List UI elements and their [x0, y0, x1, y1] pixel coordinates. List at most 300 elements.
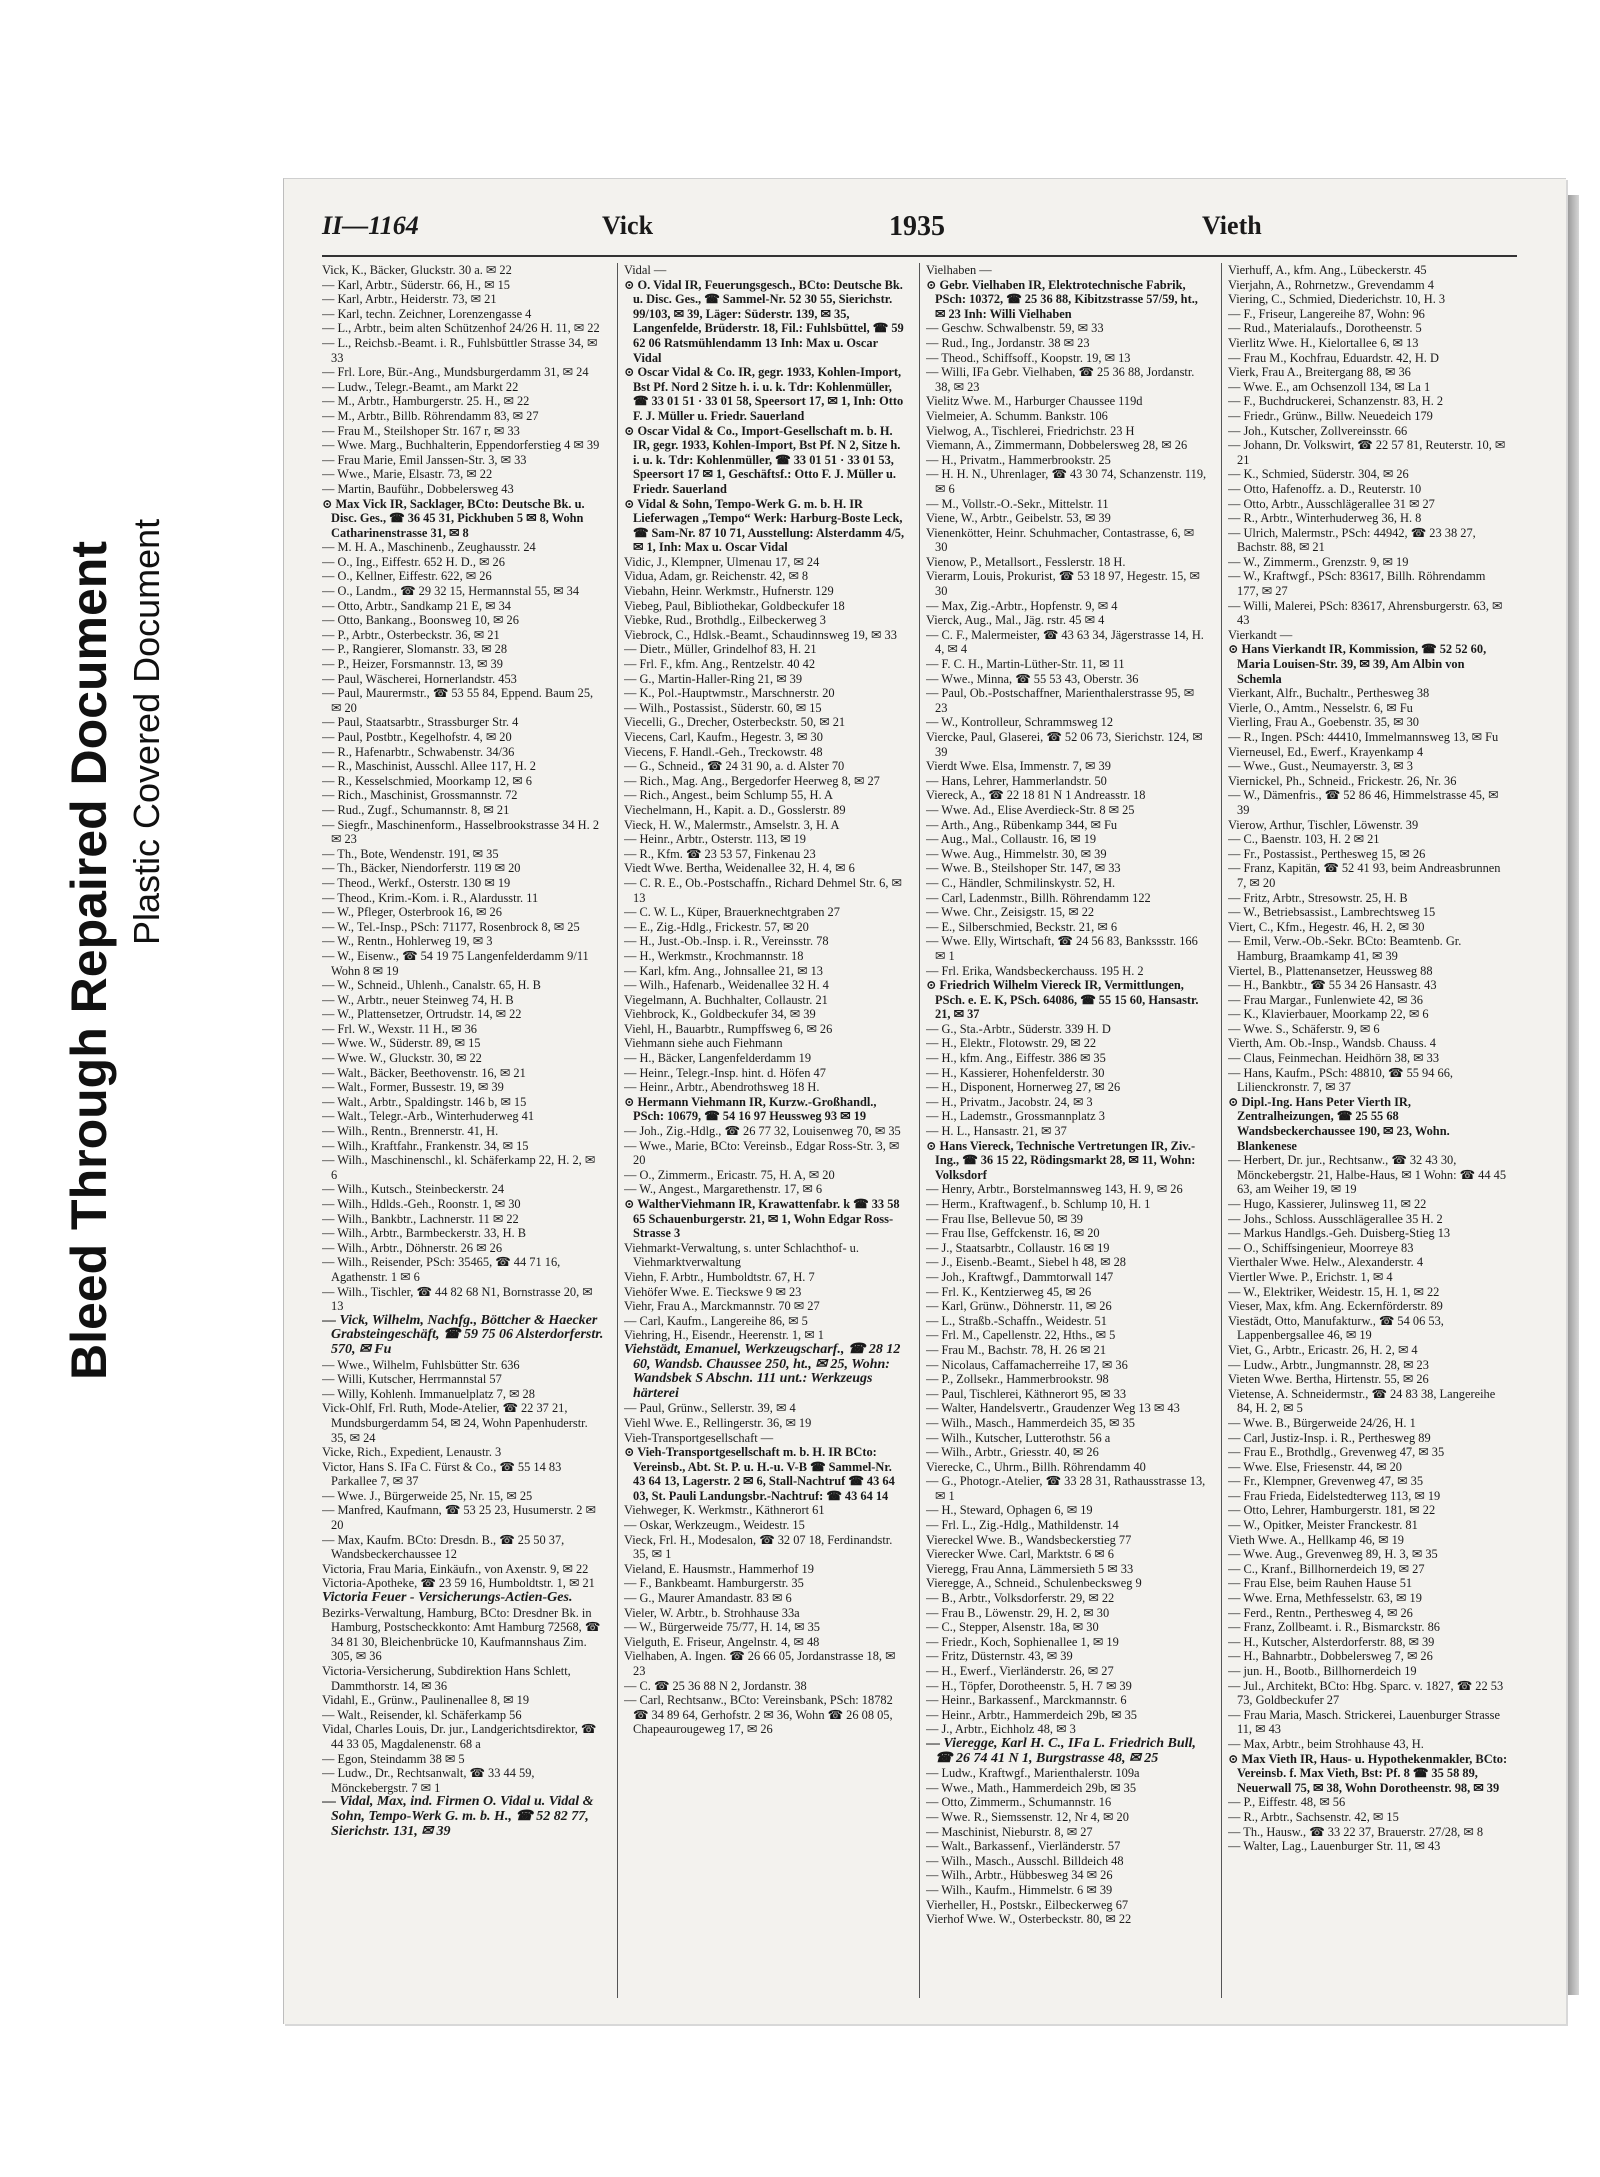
directory-entry: — Wwe. Aug., Himmelstr. 30, ✉ 39: [926, 846, 1107, 861]
directory-entry: — O., Zimmerm., Ericastr. 75, H. A, ✉ 20: [624, 1167, 835, 1182]
directory-entry: — Carl, Justiz-Insp. i. R., Perthesweg 89: [1228, 1430, 1431, 1445]
directory-entry: Viestädt, Otto, Manufakturw., ☎ 54 06 53, Lappenbergsallee 46, ✉ 19: [1228, 1313, 1444, 1343]
directory-entry: Vielmeier, A. Schumm. Bankstr. 106: [926, 408, 1108, 423]
directory-entry: — O., Kellner, Eiffestr. 622, ✉ 26: [322, 569, 492, 584]
directory-entry: Vicke, Rich., Expedient, Lenaustr. 3: [322, 1445, 502, 1460]
directory-entry: — Willi, Malerei, PSch: 83617, Ahrensburgerstr. 63, ✉ 43: [1228, 598, 1503, 628]
directory-entry: — H., Just.-Ob.-Insp. i. R., Vereinsstr. 78: [624, 934, 829, 949]
entry-columns: [322, 263, 1522, 2003]
directory-entry: Viering, C., Schmied, Diederichstr. 10, H. 3: [1228, 292, 1446, 307]
directory-entry: Viehweger, K. Werkmstr., Käthnerort 61: [624, 1503, 825, 1518]
directory-entry: — Wilh., Arbtr., Hübbesweg 34 ✉ 26: [926, 1868, 1113, 1883]
directory-entry: — Wwe., Math., Hammerdeich 29b, ✉ 35: [926, 1780, 1137, 1795]
directory-entry: — W., Arbtr., neuer Steinweg 74, H. B: [322, 992, 514, 1007]
directory-entry: Vienenkötter, Heinr. Schuhmacher, Contastrasse, 6, ✉ 30: [926, 525, 1195, 555]
directory-entry: — Carl, Ladenmstr., Billh. Röhrendamm 122: [926, 890, 1151, 905]
directory-entry: Vierhuff, A., kfm. Ang., Lübeckerstr. 45: [1228, 263, 1427, 277]
directory-entry: — C. ☎ 25 36 88 N 2, Jordanstr. 38: [624, 1678, 807, 1693]
directory-entry: — P., Arbtr., Osterbeckstr. 36, ✉ 21: [322, 627, 500, 642]
directory-entry: — Hans, Kaufm., PSch: 48810, ☎ 55 94 66, Lilienckronstr. 7, ✉ 37: [1228, 1065, 1454, 1095]
directory-entry: Vierecker Wwe. Carl, Marktstr. 6 ✉ 6: [926, 1547, 1114, 1562]
directory-entry: Victor, Hans S. IFa C. Fürst & Co., ☎ 55 14 83 Parkallee 7, ✉ 37: [322, 1459, 562, 1489]
directory-entry: — R., Kesselschmied, Moorkamp 12, ✉ 6: [322, 773, 532, 788]
directory-entry: — Wwe. B., Steilshoper Str. 147, ✉ 33: [926, 861, 1121, 876]
directory-entry: — Johann, Dr. Volkswirt, ☎ 22 57 81, Reuterstr. 10, ✉ 21: [1228, 438, 1506, 467]
directory-entry: Viehr, Frau A., Marckmannstr. 70 ✉ 27: [624, 1299, 820, 1314]
directory-entry: — Otto, Zimmerm., Schumannstr. 16: [926, 1795, 1112, 1810]
directory-entry: — Wilh., Kaufm., Himmelstr. 6 ✉ 39: [926, 1882, 1113, 1897]
directory-entry: — Hans, Lehrer, Hammerlandstr. 50: [926, 773, 1107, 788]
directory-entry: — Paul, Maurermstr., ☎ 53 55 84, Eppend. Baum 25, ✉ 20: [322, 686, 594, 715]
directory-entry: — Frau M., Kochfrau, Eduardstr. 42, H. D: [1228, 350, 1439, 365]
directory-entry: — Paul, Staatsarbtr., Strassburger Str. 4: [322, 715, 519, 730]
directory-entry: — Frl. L., Zig.-Hdlg., Mathildenstr. 14: [926, 1518, 1119, 1533]
directory-entry: — Franz, Zollbeamt. i. R., Bismarckstr. 86: [1228, 1620, 1440, 1635]
directory-entry: — Herm., Kraftwagenf., b. Schlump 10, H. 1: [926, 1197, 1151, 1211]
directory-entry: — Friedr., Grünw., Billw. Neuedeich 179: [1228, 408, 1433, 423]
directory-entry: Viehstädt, Emanuel, Werkzeugscharf., ☎ 28 12 60, Wandsb. Chaussee 250, ht., ✉ 25, Wohn: Wandsbek S Abschn. 111 unt.: Werkzeugs härterei: [624, 1341, 901, 1401]
directory-entry: ⊙ Hermann Viehmann IR, Kurzw.-Großhandl., PSch: 10679, ☎ 54 16 97 Heussweg 93 ✉ 19: [624, 1094, 877, 1124]
directory-entry: — Dietr., Müller, Grindelhof 83, H. 21: [624, 642, 817, 657]
directory-entry: — Wilh., Tischler, ☎ 44 82 68 N1, Bornstrasse 20, ✉ 13: [322, 1284, 593, 1314]
directory-entry: Viehring, H., Eisendr., Heerenstr. 1, ✉ 1: [624, 1328, 824, 1343]
directory-entry: — Walter, Lag., Lauenburger Str. 11, ✉ 43: [1228, 1839, 1441, 1854]
directory-entry: — Ferd., Rentn., Perthesweg 4, ✉ 26: [1228, 1605, 1413, 1620]
directory-entry: — C., Stepper, Alsenstr. 18a, ✉ 30: [926, 1620, 1099, 1635]
directory-entry: — Wwe. E., am Ochsenzoll 134, ✉ La 1: [1228, 379, 1431, 394]
directory-entry: Vierck, Aug., Mal., Jäg. rstr. 45 ✉ 4: [926, 613, 1105, 628]
directory-entry: Victoria Feuer - Versicherungs-Actien-Ges.: [322, 1590, 573, 1606]
directory-entry: — Frl. Lore, Bür.-Ang., Mundsburgerdamm 31, ✉ 24: [322, 365, 589, 380]
header-rule: [322, 255, 1517, 257]
directory-entry: — W., Rentn., Hohlerweg 19, ✉ 3: [322, 934, 493, 949]
directory-entry: — Wilh., Hdlds.-Geh., Roonstr. 1, ✉ 30: [322, 1197, 521, 1211]
directory-entry: Vietense, A. Schneidermstr., ☎ 24 83 38, Langereihe 84, H. 2, ✉ 5: [1228, 1386, 1496, 1416]
directory-entry: — Ludw., Arbtr., Jungmannstr. 28, ✉ 23: [1228, 1357, 1429, 1372]
directory-entry: — Frau Margar., Funlenwiete 42, ✉ 36: [1228, 992, 1423, 1007]
directory-entry: Bezirks-Verwaltung, Hamburg, BCto: Dresdner Bk. in Hamburg, Postscheckkonto: Amt Hamburg 72568, ☎ 34 81 30, Bleichenbrücke 10, Kaufmannshaus Zim. 305, ✉ 36: [322, 1605, 601, 1664]
directory-entry: Viehl, H., Bauarbtr., Rumpffsweg 6, ✉ 26: [624, 1021, 833, 1036]
directory-entry: — Wilh., Postassist., Süderstr. 60, ✉ 15: [624, 700, 822, 715]
directory-entry: — Frl. Erika, Wandsbeckerchauss. 195 H. 2: [926, 963, 1144, 978]
directory-entry: — Rud., Zugf., Schumannstr. 8, ✉ 21: [322, 802, 510, 817]
directory-entry: Viecens, Carl, Kaufm., Hegestr. 3, ✉ 30: [624, 730, 823, 744]
directory-entry: — Wwe. B., Bürgerweide 24/26, H. 1: [1228, 1415, 1416, 1430]
directory-entry: — H., Steward, Ophagen 6, ✉ 19: [926, 1503, 1093, 1518]
directory-entry: — Theod., Werkf., Osterstr. 130 ✉ 19: [322, 875, 511, 890]
directory-entry: — M., Arbtr., Billb. Röhrendamm 83, ✉ 27: [322, 408, 539, 423]
directory-entry: — Paul, Wäscherei, Hornerlandstr. 453: [322, 671, 517, 686]
directory-entry: — Karl, kfm. Ang., Johnsallee 21, ✉ 13: [624, 963, 823, 978]
directory-entry: — Maschinist, Nieburstr. 8, ✉ 27: [926, 1824, 1093, 1839]
directory-entry: — G., Maurer Amandastr. 83 ✉ 6: [624, 1591, 792, 1606]
directory-entry: — Wilh., Kraftfahr., Frankenstr. 34, ✉ 15: [322, 1138, 529, 1153]
directory-entry: — R., Ingen. PSch: 44410, Immelmannsweg 13, ✉ Fu: [1228, 730, 1499, 744]
entry-column-3: [926, 263, 1208, 2003]
directory-entry: — W., Tel.-Insp., PSch: 71177, Rosenbrock 8, ✉ 25: [322, 919, 580, 934]
directory-entry: Viebrock, C., Hdlsk.-Beamt., Schaudinnsweg 19, ✉ 33: [624, 627, 897, 642]
directory-entry: Vierk, Frau A., Breitergang 88, ✉ 36: [1228, 365, 1411, 380]
directory-entry: — Max, Zig.-Arbtr., Hopfenstr. 9, ✉ 4: [926, 598, 1118, 613]
directory-entry: — Otto, Arbtr., Sandkamp 21 E, ✉ 34: [322, 598, 512, 613]
directory-entry: — G., Martin-Haller-Ring 21, ✉ 39: [624, 671, 803, 686]
directory-entry: — Friedr., Koch, Sophienallee 1, ✉ 19: [926, 1634, 1119, 1649]
directory-entry: Vierheller, H., Postskr., Eilbeckerweg 67: [926, 1897, 1129, 1912]
directory-entry: Vierth, Am. Ob.-Insp., Wandsb. Chauss. 4: [1228, 1036, 1436, 1051]
directory-entry: Vierkandt —: [1228, 627, 1293, 642]
directory-entry: — H., Bahnarbtr., Dobbelersweg 7, ✉ 26: [1228, 1649, 1433, 1664]
directory-entry: Viert, C., Kfm., Hegestr. 46, H. 2, ✉ 30: [1228, 919, 1425, 934]
directory-entry: — Karl, Grünw., Döhnerstr. 11, ✉ 26: [926, 1299, 1112, 1314]
directory-entry: — Wwe. Aug., Grevenweg 89, H. 3, ✉ 35: [1228, 1547, 1438, 1562]
directory-entry: — Rud., Materialaufs., Dorotheenstr. 5: [1228, 321, 1422, 336]
directory-entry: — W., Pfleger, Osterbrook 16, ✉ 26: [322, 905, 502, 920]
directory-page: [283, 178, 1566, 2024]
entry-column-2: [624, 263, 906, 2003]
directory-entry: — Wilh., Rentn., Brennerstr. 41, H.: [322, 1124, 499, 1139]
directory-entry: — C. R. E., Ob.-Postschaffn., Richard Dehmel Str. 6, ✉ 13: [624, 875, 902, 905]
directory-entry: — Frau Ilse, Bellevue 50, ✉ 39: [926, 1211, 1083, 1226]
directory-entry: — Wilh., Masch., Hammerdeich 35, ✉ 35: [926, 1415, 1135, 1430]
directory-entry: ⊙ Dipl.-Ing. Hans Peter Vierth IR, Zentralheizungen, ☎ 25 55 68 Wandsbeckerchaussee 190, ✉ 23, Wohn. Blankenese: [1228, 1094, 1450, 1153]
directory-entry: — H., Elektr., Flotowstr. 29, ✉ 22: [926, 1036, 1097, 1051]
directory-entry: — Claus, Feinmechan. Heidhörn 38, ✉ 33: [1228, 1051, 1440, 1066]
directory-entry: Vielitz Wwe. M., Harburger Chaussee 119d: [926, 394, 1143, 409]
directory-entry: — Frl. K., Kentzierweg 45, ✉ 26: [926, 1284, 1092, 1299]
directory-entry: Vielhaben —: [926, 263, 992, 277]
annotation-line-1: Bleed Through Repaired Document: [61, 541, 117, 1380]
directory-entry: Viebahn, Heinr. Werkmstr., Hufnerstr. 129: [624, 584, 834, 599]
directory-entry: Viemann, A., Zimmermann, Dobbelersweg 28, ✉ 26: [926, 438, 1188, 453]
directory-entry: Victoria-Versicherung, Subdirektion Hans Schlett, Dammthorstr. 14, ✉ 36: [322, 1664, 571, 1693]
directory-entry: — Theod., Krim.-Kom. i. R., Alardusstr. 11: [322, 890, 539, 905]
directory-entry: — Henry, Arbtr., Borstelmannsweg 143, H. 9, ✉ 26: [926, 1182, 1183, 1197]
directory-entry: Vick-Ohlf, Frl. Ruth, Mode-Atelier, ☎ 22 37 21, Mundsburgerdamm 54, ✉ 24, Wohn Papenhuderstr. 35, ✉ 24: [322, 1401, 588, 1445]
directory-entry: — Herbert, Dr. jur., Rechtsanw., ☎ 32 43 30, Mönckebergstr. 21, Halbe-Haus, ✉ 1 Wohn: ☎ 44 45 63, am Weiher 19, ✉ 19: [1228, 1153, 1507, 1197]
directory-entry: — Otto, Lehrer, Hamburgerstr. 181, ✉ 22: [1228, 1503, 1436, 1518]
directory-entry: — Wwe., Marie, Elsastr. 73, ✉ 22: [322, 467, 493, 482]
directory-entry: — Egon, Steindamm 38 ✉ 5: [322, 1751, 465, 1766]
directory-entry: — Wwe. J., Bürgerweide 25, Nr. 15, ✉ 25: [322, 1488, 533, 1503]
directory-entry: — Fritz, Arbtr., Stresowstr. 25, H. B: [1228, 890, 1408, 905]
directory-entry: — H., Ewerf., Vierländerstr. 26, ✉ 27: [926, 1664, 1114, 1678]
directory-entry: — H., Privatm., Hammerbrookstr. 25: [926, 452, 1111, 467]
directory-entry: Viehöfer Wwe. E. Tieckswe 9 ✉ 23: [624, 1284, 802, 1299]
directory-entry: — W., Zimmerm., Grenzstr. 9, ✉ 19: [1228, 554, 1409, 569]
directory-entry: — Wwe., Marie, BCto: Vereinsb., Edgar Ross-Str. 3, ✉ 20: [624, 1138, 900, 1168]
directory-entry: — Wwe. W., Süderstr. 89, ✉ 15: [322, 1036, 481, 1051]
directory-entry: — H., Bäcker, Langenfelderdamm 19: [624, 1051, 812, 1066]
directory-entry: ⊙ Max Vick IR, Sacklager, BCto: Deutsche Bk. u. Disc. Ges., ☎ 36 45 31, Pickhuben 5 ✉ 8, Wohn Catharinenstrasse 31, ✉ 8: [322, 496, 585, 540]
directory-entry: — W., Schneid., Uhlenh., Canalstr. 65, H. B: [322, 978, 541, 993]
directory-entry: — L., Reichsb.-Beamt. i. R., Fuhlsbüttler Strasse 34, ✉ 33: [322, 335, 598, 365]
entry-column-1: [322, 263, 604, 2003]
directory-entry: — Walt., Telegr.-Arb., Winterhuderweg 41: [322, 1109, 535, 1124]
directory-entry: — F., Buchdruckerei, Schanzenstr. 83, H. 2: [1228, 394, 1444, 409]
directory-entry: — J., Eisenb.-Beamt., Siebel h 48, ✉ 28: [926, 1255, 1127, 1270]
directory-entry: ⊙ Max Vieth IR, Haus- u. Hypothekenmakler, BCto: Vereinsb. f. Max Vieth, Bst: Pf. 8 ☎ 35 58 89, Neuerwall 75, ✉ 38, Wohn Dorotheenstr. 98, ✉ 39: [1228, 1751, 1508, 1795]
directory-entry: — Paul, Grünw., Sellerstr. 39, ✉ 4: [624, 1401, 796, 1416]
directory-entry: — Wilh., Arbtr., Barmbeckerstr. 33, H. B: [322, 1226, 527, 1241]
directory-entry: — M., Arbtr., Hamburgerstr. 25. H., ✉ 22: [322, 394, 530, 409]
directory-entry: Vierlitz Wwe. H., Kielortallee 6, ✉ 13: [1228, 335, 1419, 350]
directory-entry: — O., Schiffsingenieur, Moorreye 83: [1228, 1240, 1414, 1255]
directory-entry: — E., Zig.-Hdlg., Frickestr. 57, ✉ 20: [624, 919, 809, 934]
directory-entry: — F. C. H., Martin-Lüther-Str. 11, ✉ 11: [926, 657, 1125, 672]
directory-entry: — Joh., Zig.-Hdlg., ☎ 26 77 32, Louisenweg 70, ✉ 35: [624, 1124, 901, 1139]
directory-entry: Viecelli, G., Drecher, Osterbeckstr. 50, ✉ 21: [624, 715, 846, 730]
directory-entry: — C., Baenstr. 103, H. 2 ✉ 21: [1228, 832, 1380, 847]
directory-entry: — Karl, techn. Zeichner, Lorenzengasse 4: [322, 306, 532, 321]
directory-entry: Vieten Wwe. Bertha, Hirtenstr. 55, ✉ 26: [1228, 1372, 1429, 1387]
directory-entry: — Frau Marie, Emil Janssen-Str. 3, ✉ 33: [322, 452, 527, 467]
directory-entry: Vidal, Charles Louis, Dr. jur., Landgerichtsdirektor, ☎ 44 33 05, Magdalenenstr. 68 a: [322, 1722, 597, 1751]
directory-entry: — Vick, Wilhelm, Nachfg., Böttcher & Haecker Grabsteingeschäft, ☎ 59 75 06 Alsterdorferstr. 570, ✉ Fu: [322, 1312, 604, 1357]
directory-entry: — Th., Bote, Wendenstr. 191, ✉ 35: [322, 846, 499, 861]
directory-year: 1935: [889, 211, 945, 242]
directory-entry: — P., Zollsekr., Hammerbrookstr. 98: [926, 1372, 1109, 1387]
directory-entry: — Frl. W., Wexstr. 11 H., ✉ 36: [322, 1021, 477, 1036]
directory-entry: — Wwe. Erna, Methfesselstr. 63, ✉ 19: [1228, 1591, 1422, 1606]
directory-entry: — Wwe. Marg., Buchhalterin, Eppendorferstieg 4 ✉ 39: [322, 438, 600, 453]
directory-entry: — Wilh., Maschinenschl., kl. Schäferkamp 22, H. 2, ✉ 6: [322, 1153, 596, 1182]
directory-entry: — Walt., Arbtr., Spaldingstr. 146 b, ✉ 15: [322, 1094, 527, 1109]
directory-entry: — Wwe., Wilhelm, Fuhlsbütter Str. 636: [322, 1357, 520, 1372]
directory-entry: — G., Schneid., ☎ 24 31 90, a. d. Alster 70: [624, 759, 845, 774]
directory-entry: Vieser, Max, kfm. Ang. Eckernförderstr. 89: [1228, 1299, 1443, 1314]
directory-entry: — P., Heizer, Forsmannstr. 13, ✉ 39: [322, 657, 503, 672]
directory-entry: Vielguth, E. Friseur, Angelnstr. 4, ✉ 48: [624, 1634, 820, 1649]
directory-entry: Vieland, E. Hausmstr., Hammerhof 19: [624, 1561, 814, 1576]
directory-entry: Viebke, Rud., Brothdlg., Eilbeckerweg 3: [624, 613, 826, 628]
directory-entry: ⊙ Oscar Vidal & Co. IR, gegr. 1933, Kohlen-Import, Bst Pf. Nord 2 Sitze h. i. u. k. Tdr: Kohlenmüller, ☎ 33 01 51 · 33 01 58, Speersort 17, ✉ 1, Inh: Otto F. J. Müller u. Friedr. Sauerland: [624, 365, 904, 423]
directory-entry: — Wwe. S., Schäferstr. 9, ✉ 6: [1228, 1021, 1380, 1036]
directory-entry: Vieler, W. Arbtr., b. Strohhause 33a: [624, 1605, 800, 1620]
page-edge-shadow: [1565, 195, 1579, 1995]
directory-entry: — Frau E., Brothdlg., Grevenweg 47, ✉ 35: [1228, 1445, 1445, 1460]
scanner-annotation: [60, 380, 260, 1380]
directory-entry: Viene, W., Arbtr., Geibelstr. 53, ✉ 39: [926, 511, 1111, 526]
directory-entry: — H., Werkmstr., Krochmannstr. 18: [624, 948, 804, 963]
directory-entry: — Emil, Verw.-Ob.-Sekr. BCto: Beamtenb. Gr. Hamburg, Braamkamp 41, ✉ 39: [1228, 934, 1462, 963]
directory-entry: — J., Staatsarbtr., Collaustr. 16 ✉ 19: [926, 1240, 1110, 1255]
directory-entry: — R., Arbtr., Sachsenstr. 42, ✉ 15: [1228, 1809, 1399, 1824]
directory-entry: — Frau M., Steilshoper Str. 167 r, ✉ 33: [322, 423, 520, 438]
directory-entry: Viercke, Paul, Glaserei, ☎ 52 06 73, Sierichstr. 124, ✉ 39: [926, 730, 1203, 759]
directory-entry: Vidal —: [624, 263, 667, 277]
directory-entry: — Fr., Postassist., Perthesweg 15, ✉ 26: [1228, 846, 1426, 861]
directory-entry: — W., Kontrolleur, Schrammsweg 12: [926, 715, 1114, 730]
directory-entry: — M. H. A., Maschinenb., Zeughausstr. 24: [322, 540, 536, 555]
directory-entry: — W., Opitker, Meister Franckestr. 81: [1228, 1518, 1418, 1533]
directory-entry: Vierdt Wwe. Elsa, Immenstr. 7, ✉ 39: [926, 759, 1111, 774]
directory-entry: Viet, G., Arbtr., Ericastr. 26, H. 2, ✉ 4: [1228, 1342, 1418, 1357]
directory-entry: — Karl, Arbtr., Süderstr. 66, H., ✉ 15: [322, 277, 510, 292]
directory-entry: Victoria-Apotheke, ☎ 23 59 16, Humboldtstr. 1, ✉ 21: [322, 1576, 595, 1591]
directory-entry: — Wilh., Reisender, PSch: 35465, ☎ 44 71 16, Agathenstr. 1 ✉ 6: [322, 1255, 561, 1284]
directory-entry: — Walter, Handelsvertr., Graudenzer Weg 13 ✉ 43: [926, 1401, 1180, 1416]
directory-entry: — F., Bankbeamt. Hamburgerstr. 35: [624, 1576, 804, 1591]
directory-entry: — Oskar, Werkzeugm., Weidestr. 15: [624, 1518, 805, 1533]
directory-entry: — Wwe. Else, Friesenstr. 44, ✉ 20: [1228, 1459, 1402, 1474]
directory-entry: — Ludw., Kraftwgf., Marienthalerstr. 109a: [926, 1766, 1140, 1781]
last-entry-keyword: Vieth: [1202, 211, 1262, 240]
directory-entry: — Paul, Tischlerei, Käthnerort 95, ✉ 33: [926, 1386, 1127, 1401]
directory-entry: Viereckel Wwe. B., Wandsbeckerstieg 77: [926, 1532, 1132, 1547]
directory-entry: — Wilh., Arbtr., Griesstr. 40, ✉ 26: [926, 1445, 1099, 1460]
directory-entry: — Wwe. Ad., Elise Averdieck-Str. 8 ✉ 25: [926, 802, 1135, 817]
directory-entry: — G., Sta.-Arbtr., Süderstr. 339 H. D: [926, 1021, 1111, 1036]
directory-entry: — Carl, Kaufm., Langereihe 86, ✉ 5: [624, 1313, 808, 1328]
directory-entry: Vieh-Transportgesellschaft —: [624, 1430, 774, 1445]
directory-entry: — Wilh., Kutsch., Steinbeckerstr. 24: [322, 1182, 505, 1197]
entry-column-4: [1228, 263, 1510, 2003]
directory-entry: — Frau Maria, Masch. Strickerei, Lauenburger Strasse 11, ✉ 43: [1228, 1707, 1500, 1737]
directory-entry: — Rich., Mag. Ang., Bergedorfer Heerweg 8, ✉ 27: [624, 773, 880, 788]
page-number: II—1164: [322, 211, 419, 240]
directory-entry: Vick, K., Bäcker, Gluckstr. 30 a. ✉ 22: [322, 263, 512, 277]
directory-entry: ⊙ WaltherViehmann IR, Krawattenfabr. k ☎ 33 58 65 Schauenburgerstr. 21, ✉ 1, Wohn Edgar Ross-Strasse 3: [624, 1197, 900, 1241]
directory-entry: — Th., Bäcker, Niendorferstr. 119 ✉ 20: [322, 861, 521, 876]
directory-entry: — W., Kraftwgf., PSch: 83617, Billh. Röhrendamm 177, ✉ 27: [1228, 569, 1486, 599]
directory-entry: Vienow, P., Metallsort., Fesslerstr. 18 H.: [926, 554, 1126, 569]
directory-entry: — Wwe. Chr., Zeisigstr. 15, ✉ 22: [926, 905, 1095, 920]
directory-entry: — Wwe., Gust., Neumayerstr. 3, ✉ 3: [1228, 759, 1413, 774]
directory-entry: — Willi, Kutscher, Herrmannstal 57: [322, 1372, 502, 1387]
directory-entry: Viertler Wwe. P., Erichstr. 1, ✉ 4: [1228, 1269, 1393, 1284]
directory-entry: — H. H. N., Uhrenlager, ☎ 43 30 74, Schanzenstr. 119, ✉ 6: [926, 467, 1207, 496]
directory-entry: — Frl. M., Capellenstr. 22, Hths., ✉ 5: [926, 1328, 1116, 1343]
directory-entry: — Rud., Ing., Jordanstr. 38 ✉ 23: [926, 335, 1090, 350]
directory-entry: — W., Elektriker, Weidestr. 15, H. 1, ✉ 22: [1228, 1284, 1440, 1299]
directory-entry: — E., Silberschmied, Beckstr. 21, ✉ 6: [926, 919, 1118, 934]
directory-entry: — Vieregge, Karl H. C., IFa L. Friedrich Bull, ☎ 26 74 41 N 1, Burgstrasse 48, ✉ 25: [926, 1735, 1196, 1766]
directory-entry: — Carl, Rechtsanw., BCto: Vereinsbank, PSch: 18782 ☎ 34 89 64, Gerhofstr. 2 ✉ 36, Wohn ☎ 26 08 05, Chapeaurougeweg 17, ✉ 26: [624, 1693, 893, 1737]
directory-entry: Vidua, Adam, gr. Reichenstr. 42, ✉ 8: [624, 569, 809, 584]
directory-entry: — R., Arbtr., Winterhuderweg 36, H. 8: [1228, 511, 1422, 526]
directory-entry: — R., Maschinist, Ausschl. Allee 117, H. 2: [322, 759, 536, 774]
directory-entry: — W., Plattensetzer, Ortrudstr. 14, ✉ 22: [322, 1007, 522, 1022]
directory-entry: — Frau B., Löwenstr. 29, H. 2, ✉ 30: [926, 1605, 1110, 1620]
directory-entry: — Ludw., Telegr.-Beamt., am Markt 22: [322, 379, 519, 394]
directory-entry: — Heinr., Arbtr., Hammerdeich 29b, ✉ 35: [926, 1707, 1138, 1722]
directory-entry: — Frau M., Bachstr. 78, H. 26 ✉ 21: [926, 1342, 1107, 1357]
directory-entry: — Rich., Angest., beim Schlump 55, H. A: [624, 788, 833, 803]
directory-entry: — Wwe. W., Gluckstr. 30, ✉ 22: [322, 1051, 482, 1066]
directory-entry: — J., Arbtr., Eichholz 48, ✉ 3: [926, 1722, 1076, 1737]
directory-entry: — L., Straßb.-Schaffn., Weidestr. 51: [926, 1313, 1107, 1328]
directory-entry: — W., Angest., Margarethenstr. 17, ✉ 6: [624, 1182, 823, 1197]
directory-entry: — Walt., Former, Bussestr. 19, ✉ 39: [322, 1080, 504, 1095]
directory-entry: Viehl Wwe. E., Rellingerstr. 36, ✉ 19: [624, 1415, 812, 1430]
directory-entry: — M., Vollstr.-O.-Sekr., Mittelstr. 11: [926, 496, 1109, 511]
annotation-line-2: Plastic Covered Document: [126, 518, 167, 945]
directory-entry: — Wilh., Hafenarb., Weidenallee 32 H. 4: [624, 978, 829, 993]
directory-entry: Victoria, Frau Maria, Einkäufn., von Axenstr. 9, ✉ 22: [322, 1561, 589, 1576]
directory-entry: — Frl. F., kfm. Ang., Rentzelstr. 40 42: [624, 657, 816, 672]
directory-entry: — Wilh., Bankbtr., Lachnerstr. 11 ✉ 22: [322, 1211, 519, 1226]
directory-entry: — Martin, Bauführ., Dobbelersweg 43: [322, 481, 514, 496]
directory-entry: — Th., Hausw., ☎ 33 22 37, Brauerstr. 27/28, ✉ 8: [1228, 1824, 1484, 1839]
directory-entry: Vidahl, E., Grünw., Paulinenallee 8, ✉ 19: [322, 1693, 530, 1708]
directory-entry: Vierarm, Louis, Prokurist, ☎ 53 18 97, Hegestr. 15, ✉ 30: [926, 569, 1200, 599]
directory-entry: Vierecke, C., Uhrm., Billh. Röhrendamm 40: [926, 1459, 1146, 1474]
directory-entry: — Rich., Maschinist, Grossmannstr. 72: [322, 788, 518, 803]
directory-entry: Viechelmann, H., Kapit. a. D., Gosslerstr. 89: [624, 802, 846, 817]
directory-entry: — Walt., Reisender, kl. Schäferkamp 56: [322, 1707, 522, 1722]
directory-entry: ⊙ Oscar Vidal & Co., Import-Gesellschaft m. b. H. IR, gegr. 1933, Kohlen-Import, Bst Pf. N 2, Sitze h. i. u. k. Tdr: Kohlenmüller, ☎ 33 01 51 · 33 01 53, Speersort 17 ✉ 1, Geschäftsf.: Otto F. J. Müller u. Friedr. Sauerland: [624, 423, 901, 496]
directory-entry: — H. L., Hansastr. 21, ✉ 37: [926, 1124, 1067, 1139]
directory-entry: — Wwe. R., Siemssenstr. 12, Nr 4, ✉ 20: [926, 1809, 1129, 1824]
directory-entry: — Willy, Kohlenh. Immanuelplatz 7, ✉ 28: [322, 1386, 535, 1401]
directory-entry: Viertel, B., Plattenansetzer, Heussweg 88: [1228, 963, 1433, 978]
directory-entry: — Ulrich, Malermstr., PSch: 44942, ☎ 23 38 27, Bachstr. 88, ✉ 21: [1228, 525, 1476, 555]
directory-entry: — Max, Arbtr., beim Strohhause 43, H.: [1228, 1736, 1424, 1751]
directory-entry: Vieck, H. W., Malermstr., Amselstr. 3, H. A: [624, 817, 840, 832]
directory-entry: Vierkant, Alfr., Buchaltr., Perthesweg 38: [1228, 686, 1430, 701]
directory-entry: — Fritz, Düsternstr. 43, ✉ 39: [926, 1649, 1073, 1664]
directory-entry: — Franz, Kapitän, ☎ 52 41 93, beim Andreasbrunnen 7, ✉ 20: [1228, 861, 1501, 890]
directory-entry: Vieck, Frl. H., Modesalon, ☎ 32 07 18, Ferdinandstr. 35, ✉ 1: [624, 1532, 893, 1562]
directory-entry: — Paul, Ob.-Postschaffner, Marienthalerstrasse 95, ✉ 23: [926, 686, 1195, 715]
directory-entry: Vierneusel, Ed., Ewerf., Krayenkamp 4: [1228, 744, 1424, 759]
page-header: [322, 211, 1512, 255]
directory-entry: Vierthaler Wwe. Helw., Alexanderstr. 4: [1228, 1255, 1424, 1270]
directory-entry: — Aug., Mal., Collaustr. 16, ✉ 19: [926, 832, 1097, 847]
directory-entry: ⊙ Vidal & Sohn, Tempo-Werk G. m. b. H. IR Lieferwagen „Tempo“ Werk: Harburg-Boste Leck, ☎ Sam-Nr. 87 10 71, Ausstellung: Alsterdamm 4/5, ✉ 1, Inh: Max u. Oscar Vidal: [624, 496, 905, 555]
directory-entry: — Paul, Postbtr., Kegelhofstr. 4, ✉ 20: [322, 730, 512, 744]
directory-entry: — Nicolaus, Caffamacherreihe 17, ✉ 36: [926, 1357, 1128, 1372]
directory-entry: — Frau Else, beim Rauhen Hause 51: [1228, 1576, 1413, 1591]
directory-entry: Vielhaben, A. Ingen. ☎ 26 66 05, Jordanstrasse 18, ✉ 23: [624, 1649, 896, 1678]
directory-entry: — Joh., Kraftwgf., Dammtorwall 147: [926, 1269, 1114, 1284]
directory-entry: — C., Händler, Schmilinskystr. 52, H.: [926, 875, 1116, 890]
directory-entry: — jun. H., Bootb., Billhornerdeich 19: [1228, 1664, 1417, 1678]
directory-entry: ⊙ Friedrich Wilhelm Viereck IR, Vermittlungen, PSch. e. E. K, PSch. 64086, ☎ 55 15 60, Hansastr. 21, ✉ 37: [926, 978, 1199, 1022]
directory-entry: — Frau Ilse, Geffckenstr. 16, ✉ 20: [926, 1226, 1100, 1241]
directory-entry: Viedt Wwe. Bertha, Weidenallee 32, H. 4, ✉ 6: [624, 861, 855, 876]
first-entry-keyword: Vick: [602, 211, 654, 240]
directory-entry: — Wilh., Masch., Ausschl. Billdeich 48: [926, 1853, 1124, 1868]
directory-entry: Vidic, J., Klempner, Ulmenau 17, ✉ 24: [624, 554, 820, 569]
directory-entry: — Walt., Barkassenf., Vierländerstr. 57: [926, 1839, 1121, 1854]
directory-entry: — Siegfr., Maschinenform., Hasselbrookstrasse 34 H. 2 ✉ 23: [322, 817, 600, 847]
directory-entry: — K., Klavierbauer, Moorkamp 22, ✉ 6: [1228, 1007, 1429, 1022]
directory-entry: — P., Eiffestr. 48, ✉ 56: [1228, 1795, 1346, 1810]
directory-entry: — H., Töpfer, Dorotheenstr. 5, H. 7 ✉ 39: [926, 1678, 1132, 1693]
directory-entry: — Frau Frieda, Eidelstedterweg 113, ✉ 19: [1228, 1488, 1441, 1503]
directory-entry: Vieregge, A., Schneid., Schulenbecksweg 9: [926, 1576, 1142, 1591]
directory-entry: Viebeg, Paul, Bibliothekar, Goldbeckufer 18: [624, 598, 845, 613]
directory-entry: Viehmann siehe auch Fiehmann: [624, 1036, 783, 1051]
directory-entry: Vierhof Wwe. W., Osterbeckstr. 80, ✉ 22: [926, 1912, 1132, 1927]
directory-entry: Vierjahn, A., Rohrnetzw., Grevendamm 4: [1228, 277, 1434, 292]
directory-entry: — Hugo, Kassierer, Julinsweg 11, ✉ 22: [1228, 1197, 1427, 1211]
directory-entry: ⊙ Gebr. Vielhaben IR, Elektrotechnische Fabrik, PSch: 10372, ☎ 25 36 88, Kibitzstrasse 57/59, ht., ✉ 23 Inh: Willi Vielhaben: [926, 277, 1198, 321]
directory-entry: — G., Photogr.-Atelier, ☎ 33 28 31, Rathausstrasse 13, ✉ 1: [926, 1474, 1206, 1503]
directory-entry: Viernickel, Ph., Schneid., Frickestr. 26, Nr. 36: [1228, 773, 1457, 788]
directory-entry: — Ludw., Dr., Rechtsanwalt, ☎ 33 44 59, Mönckebergstr. 7 ✉ 1: [322, 1766, 535, 1795]
directory-entry: — C. F., Malermeister, ☎ 43 63 34, Jägerstrasse 14, H. 4, ✉ 4: [926, 627, 1204, 657]
directory-entry: — C. W. L., Küper, Brauerknechtgraben 27: [624, 905, 840, 920]
directory-entry: — Wwe., Minna, ☎ 55 53 43, Oberstr. 36: [926, 671, 1139, 686]
directory-entry: — H., Lademstr., Grossmannplatz 3: [926, 1109, 1105, 1124]
directory-entry: — R., Kfm. ☎ 23 53 57, Finkenau 23: [624, 846, 816, 861]
directory-entry: — Willi, IFa Gebr. Vielhaben, ☎ 25 36 88, Jordanstr. 38, ✉ 23: [926, 365, 1195, 394]
directory-entry: — Markus Handlgs.-Geh. Duisberg-Stieg 13: [1228, 1226, 1451, 1241]
directory-entry: — C., Kranf., Billhornerdeich 19, ✉ 27: [1228, 1561, 1425, 1576]
directory-entry: — Manfred, Kaufmann, ☎ 53 25 23, Husumerstr. 2 ✉ 20: [322, 1503, 596, 1533]
